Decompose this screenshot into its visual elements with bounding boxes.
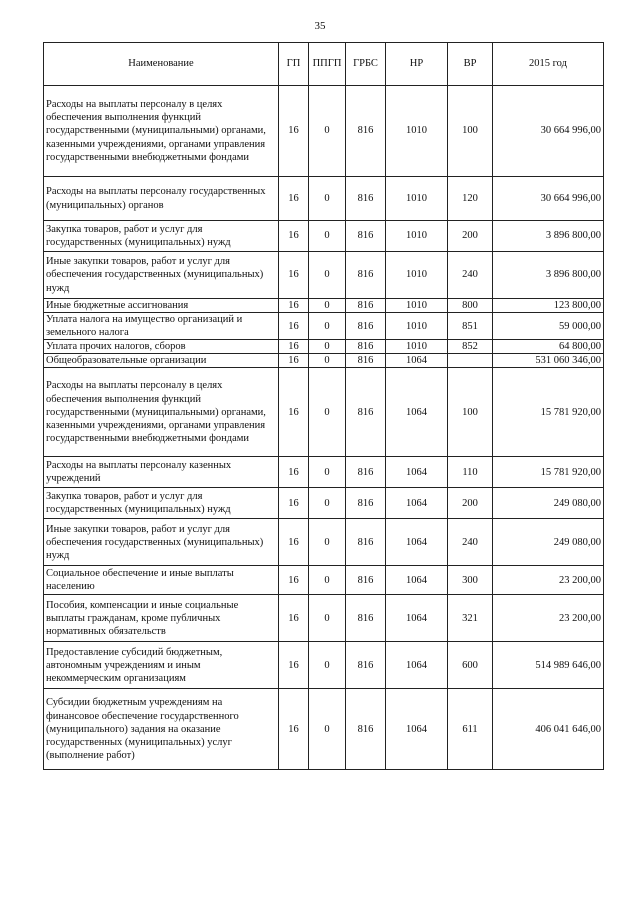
row-name: Субсидии бюджетным учреждениям на финансовое обеспечение государственного (муниципального) задания на оказание государственных (муниципальных) услуг (выполнение работ) [44,689,279,770]
row-gp: 16 [279,642,309,689]
header-nr: НР [386,43,448,86]
table-row [44,519,604,566]
row-name: Расходы на выплаты персоналу казенных учреждений [44,457,279,488]
row-vr: 100 [448,368,493,457]
table-row [44,689,604,770]
table-row [44,354,604,368]
row-nr: 1010 [386,177,448,221]
row-name: Закупка товаров, работ и услуг для государственных (муниципальных) нужд [44,221,279,252]
row-gp: 16 [279,221,309,252]
row-amount: 3 896 800,00 [493,221,604,252]
row-grbs: 816 [346,340,386,354]
row-amount: 23 200,00 [493,566,604,595]
row-vr: 240 [448,519,493,566]
header-ppgp: ППГП [309,43,346,86]
row-name: Уплата прочих налогов, сборов [44,340,279,354]
header-vr: ВР [448,43,493,86]
table-row [44,299,604,313]
row-grbs: 816 [346,595,386,642]
row-name: Предоставление субсидий бюджетным, автономным учреждениям и иным некоммерческим организациям [44,642,279,689]
table-row [44,595,604,642]
row-nr: 1064 [386,566,448,595]
row-nr: 1010 [386,221,448,252]
row-amount: 3 896 800,00 [493,252,604,299]
row-vr: 321 [448,595,493,642]
header-name: Наименование [44,43,279,86]
row-amount: 249 080,00 [493,488,604,519]
row-ppgp: 0 [309,252,346,299]
row-vr: 200 [448,488,493,519]
row-grbs: 816 [346,177,386,221]
row-amount: 531 060 346,00 [493,354,604,368]
row-name: Иные бюджетные ассигнования [44,299,279,313]
row-vr: 300 [448,566,493,595]
table-row [44,252,604,299]
header-gp: ГП [279,43,309,86]
row-grbs: 816 [346,354,386,368]
row-ppgp: 0 [309,566,346,595]
row-amount: 406 041 646,00 [493,689,604,770]
row-name: Расходы на выплаты персоналу в целях обеспечения выполнения функций государственными (муниципальными) органами, казенными учреждениями, органами управления государственными внебюджетными фондами [44,86,279,177]
row-amount: 30 664 996,00 [493,177,604,221]
row-vr: 851 [448,313,493,340]
row-gp: 16 [279,488,309,519]
row-gp: 16 [279,252,309,299]
row-vr: 240 [448,252,493,299]
header-year: 2015 год [493,43,604,86]
row-gp: 16 [279,313,309,340]
row-ppgp: 0 [309,221,346,252]
row-vr: 800 [448,299,493,313]
row-grbs: 816 [346,221,386,252]
row-grbs: 816 [346,86,386,177]
table-row [44,313,604,340]
row-gp: 16 [279,299,309,313]
row-gp: 16 [279,566,309,595]
row-amount: 123 800,00 [493,299,604,313]
table-row [44,221,604,252]
row-nr: 1010 [386,340,448,354]
header-grbs: ГРБС [346,43,386,86]
row-nr: 1064 [386,457,448,488]
row-name: Иные закупки товаров, работ и услуг для обеспечения государственных (муниципальных) нужд [44,252,279,299]
row-vr: 852 [448,340,493,354]
row-nr: 1064 [386,595,448,642]
table-row [44,566,604,595]
row-vr: 200 [448,221,493,252]
row-ppgp: 0 [309,313,346,340]
row-nr: 1064 [386,488,448,519]
row-amount: 23 200,00 [493,595,604,642]
row-amount: 15 781 920,00 [493,368,604,457]
row-amount: 249 080,00 [493,519,604,566]
row-vr: 110 [448,457,493,488]
row-nr: 1064 [386,642,448,689]
row-gp: 16 [279,340,309,354]
row-gp: 16 [279,457,309,488]
row-vr: 600 [448,642,493,689]
budget-table [43,42,604,770]
row-ppgp: 0 [309,488,346,519]
row-nr: 1064 [386,354,448,368]
row-name: Социальное обеспечение и иные выплаты населению [44,566,279,595]
row-gp: 16 [279,354,309,368]
row-name: Общеобразовательные организации [44,354,279,368]
row-ppgp: 0 [309,689,346,770]
row-gp: 16 [279,689,309,770]
table-row [44,457,604,488]
row-name: Расходы на выплаты персоналу в целях обеспечения выполнения функций государственными (муниципальными) органами, казенными учреждениями, органами управления государственными внебюджетными фондами [44,368,279,457]
row-ppgp: 0 [309,642,346,689]
row-nr: 1010 [386,299,448,313]
row-grbs: 816 [346,313,386,340]
row-vr: 611 [448,689,493,770]
table-row [44,488,604,519]
row-grbs: 816 [346,368,386,457]
row-ppgp: 0 [309,86,346,177]
row-ppgp: 0 [309,595,346,642]
row-ppgp: 0 [309,519,346,566]
row-name: Иные закупки товаров, работ и услуг для обеспечения государственных (муниципальных) нужд [44,519,279,566]
row-nr: 1064 [386,368,448,457]
row-nr: 1064 [386,519,448,566]
table-row [44,86,604,177]
row-gp: 16 [279,86,309,177]
row-ppgp: 0 [309,354,346,368]
row-grbs: 816 [346,566,386,595]
row-ppgp: 0 [309,368,346,457]
row-grbs: 816 [346,252,386,299]
table-row [44,340,604,354]
row-ppgp: 0 [309,299,346,313]
row-amount: 59 000,00 [493,313,604,340]
row-ppgp: 0 [309,340,346,354]
table-row [44,642,604,689]
row-name: Пособия, компенсации и иные социальные выплаты гражданам, кроме публичных нормативных обязательств [44,595,279,642]
row-grbs: 816 [346,689,386,770]
row-gp: 16 [279,368,309,457]
row-amount: 64 800,00 [493,340,604,354]
row-grbs: 816 [346,488,386,519]
table-row [44,368,604,457]
row-name: Уплата налога на имущество организаций и земельного налога [44,313,279,340]
row-name: Закупка товаров, работ и услуг для государственных (муниципальных) нужд [44,488,279,519]
table-row [44,177,604,221]
row-ppgp: 0 [309,457,346,488]
row-name: Расходы на выплаты персоналу государственных (муниципальных) органов [44,177,279,221]
row-amount: 30 664 996,00 [493,86,604,177]
row-vr [448,354,493,368]
row-gp: 16 [279,519,309,566]
row-amount: 514 989 646,00 [493,642,604,689]
page-number: 35 [314,20,326,32]
row-nr: 1010 [386,252,448,299]
row-grbs: 816 [346,642,386,689]
row-nr: 1010 [386,86,448,177]
table-header-row [44,43,604,86]
row-vr: 100 [448,86,493,177]
row-nr: 1010 [386,313,448,340]
row-ppgp: 0 [309,177,346,221]
row-gp: 16 [279,595,309,642]
row-vr: 120 [448,177,493,221]
row-nr: 1064 [386,689,448,770]
row-grbs: 816 [346,519,386,566]
row-amount: 15 781 920,00 [493,457,604,488]
row-gp: 16 [279,177,309,221]
row-grbs: 816 [346,299,386,313]
row-grbs: 816 [346,457,386,488]
